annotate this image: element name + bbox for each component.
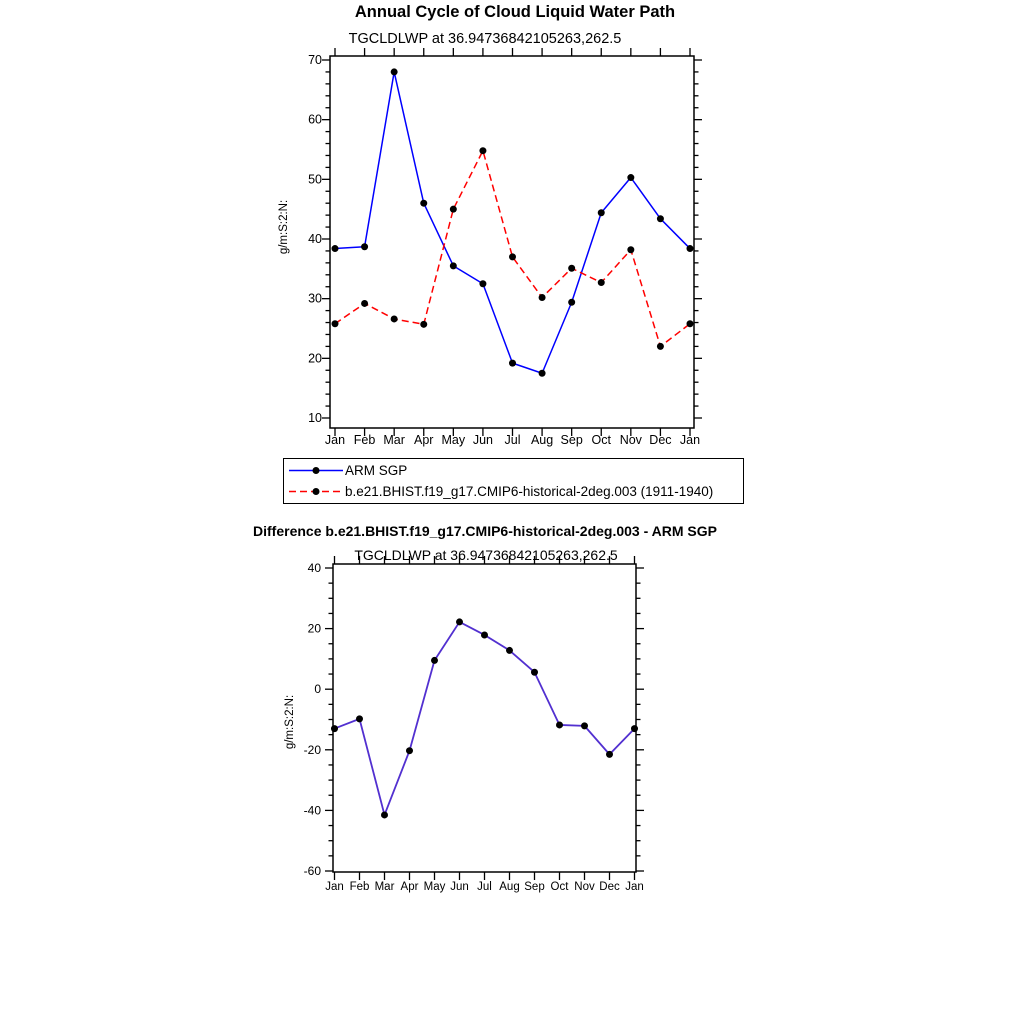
data-point-marker [332, 320, 339, 327]
x-tick-label: Jan [324, 433, 346, 447]
legend-solid-line-sample [289, 466, 343, 475]
y-tick-label: 10 [308, 411, 322, 425]
x-tick-label: Jan [625, 881, 644, 893]
y-tick-label: 70 [308, 53, 322, 67]
data-point-marker [331, 725, 338, 732]
data-point-marker [568, 265, 575, 272]
legend-box [283, 458, 744, 504]
y-tick-label: -40 [303, 803, 321, 818]
difference-chart-y-axis-label: g/m:S:2:N: [284, 694, 296, 750]
series-line [335, 72, 690, 373]
data-point-marker [420, 321, 427, 328]
data-point-marker [479, 147, 486, 154]
series-line [335, 622, 635, 815]
y-tick-label: 20 [307, 621, 321, 636]
x-tick-label: May [423, 881, 446, 893]
x-tick-label: Mar [383, 433, 405, 447]
data-point-marker [509, 253, 516, 260]
series-line [335, 151, 690, 347]
data-point-marker [431, 657, 438, 664]
x-tick-label: Sep [524, 881, 545, 893]
data-point-marker [420, 200, 427, 207]
data-point-marker [506, 647, 513, 654]
top-chart-plot [308, 48, 702, 447]
data-point-marker [456, 618, 463, 625]
top-chart-y-axis-label: g/m:S:2:N: [278, 199, 290, 255]
data-point-marker [356, 715, 363, 722]
data-point-marker [450, 206, 457, 213]
data-point-marker [332, 245, 339, 252]
legend-label-model: b.e21.BHIST.f19_g17.CMIP6-historical-2deg.003 (1911-1940) [345, 484, 714, 500]
data-point-marker [391, 68, 398, 75]
x-tick-label: Sep [560, 433, 583, 447]
data-point-marker [479, 280, 486, 287]
legend-marker-dot-icon [313, 488, 320, 495]
data-point-marker [581, 722, 588, 729]
data-point-marker [381, 811, 388, 818]
data-point-marker [361, 300, 368, 307]
y-tick-label: 60 [308, 112, 322, 127]
data-point-marker [539, 294, 546, 301]
data-point-marker [531, 669, 538, 676]
x-tick-label: Oct [591, 433, 611, 447]
data-point-marker [598, 279, 605, 286]
x-tick-label: Jul [477, 881, 492, 893]
difference-chart-title: Difference b.e21.BHIST.f19_g17.CMIP6-historical-2deg.003 - ARM SGP [253, 523, 717, 539]
x-tick-label: Nov [619, 433, 642, 447]
x-tick-label: Apr [400, 881, 419, 893]
data-point-marker [556, 721, 563, 728]
x-tick-label: Feb [353, 433, 376, 447]
data-point-marker [539, 370, 546, 377]
plot-frame [333, 564, 636, 872]
x-tick-label: Nov [574, 881, 595, 893]
legend-label-arm-sgp: ARM SGP [345, 462, 408, 478]
legend-item-model [289, 482, 743, 502]
y-tick-label: 40 [308, 232, 322, 246]
x-tick-label: Aug [530, 433, 554, 447]
top-chart-title: Annual Cycle of Cloud Liquid Water Path [354, 3, 676, 21]
difference-chart-subtitle: TGCLDLWP at 36.94736842105263,262.5 [354, 547, 618, 563]
data-point-marker [391, 315, 398, 322]
x-tick-label: Jun [472, 433, 493, 447]
x-tick-label: Dec [649, 433, 672, 447]
data-point-marker [568, 299, 575, 306]
data-point-marker [631, 725, 638, 732]
data-point-marker [687, 245, 694, 252]
y-tick-label: 30 [308, 291, 322, 306]
data-point-marker [598, 209, 605, 216]
difference-chart-plot [304, 556, 644, 893]
legend-item-arm-sgp [289, 460, 743, 480]
x-tick-label: May [441, 433, 466, 447]
x-tick-label: Jan [679, 433, 701, 447]
y-tick-label: 40 [307, 561, 321, 575]
data-point-marker [361, 243, 368, 250]
data-point-marker [627, 246, 634, 253]
data-point-marker [687, 320, 694, 327]
x-tick-label: Jun [450, 881, 469, 893]
x-tick-label: Jan [325, 881, 344, 893]
data-point-marker [606, 751, 613, 758]
x-tick-label: Dec [599, 881, 620, 893]
y-tick-label: 0 [314, 682, 321, 697]
legend-dashed-line-sample [289, 487, 343, 496]
data-point-marker [657, 215, 664, 222]
x-tick-label: Jul [504, 433, 521, 447]
y-tick-label: 50 [308, 172, 322, 187]
top-chart-subtitle: TGCLDLWP at 36.94736842105263,262.5 [348, 31, 622, 47]
legend-marker-dot-icon [313, 467, 320, 474]
x-tick-label: Aug [499, 881, 520, 893]
y-tick-label: -20 [303, 742, 321, 757]
y-tick-label: -60 [303, 864, 321, 878]
x-tick-label: Apr [414, 433, 434, 447]
data-point-marker [450, 262, 457, 269]
data-point-marker [406, 747, 413, 754]
x-tick-label: Oct [550, 881, 569, 893]
data-point-marker [657, 343, 664, 350]
x-tick-label: Feb [349, 881, 370, 893]
data-point-marker [627, 174, 634, 181]
plot-frame [330, 56, 694, 428]
x-tick-label: Mar [374, 881, 395, 893]
y-tick-label: 20 [308, 351, 322, 366]
data-point-marker [509, 360, 516, 367]
data-point-marker [481, 631, 488, 638]
